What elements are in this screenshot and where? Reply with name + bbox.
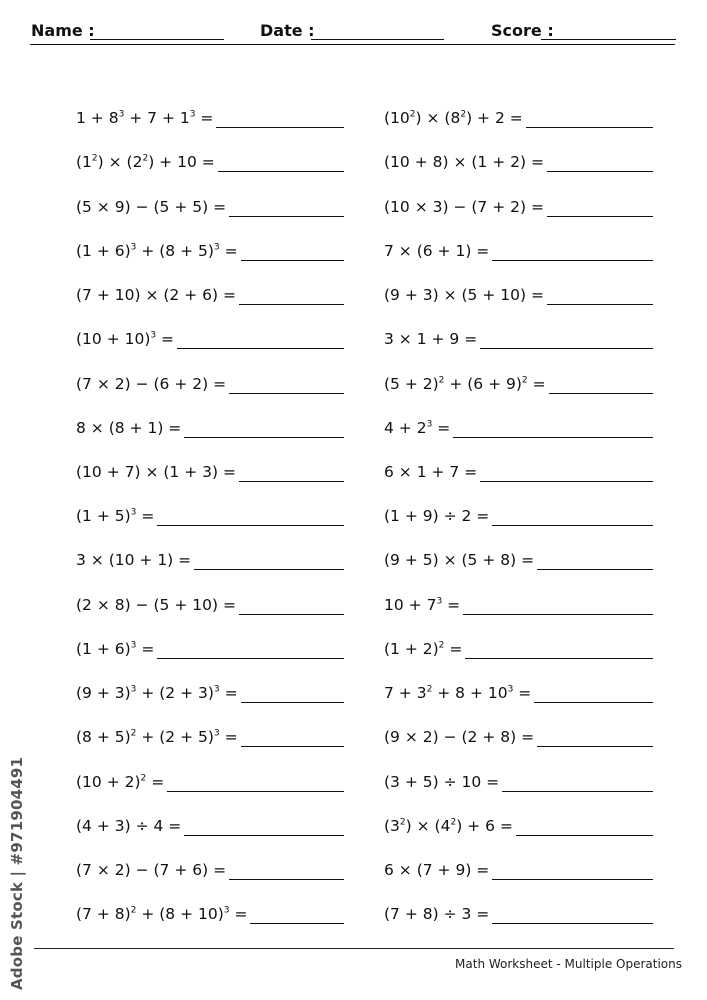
problem-expression: $1 + 8^3 + 7 + 1^3$ = bbox=[76, 109, 214, 128]
answer-line[interactable] bbox=[549, 373, 653, 394]
answer-line[interactable] bbox=[492, 505, 653, 526]
problem-row bbox=[76, 172, 344, 216]
answer-line[interactable] bbox=[241, 240, 344, 261]
problem-row bbox=[76, 703, 344, 747]
footer-divider bbox=[34, 948, 674, 949]
problem-row bbox=[384, 438, 653, 482]
answer-line[interactable] bbox=[167, 771, 344, 792]
answer-line[interactable] bbox=[184, 417, 344, 438]
problem-expression: 6 × 1 + 7 = bbox=[384, 462, 478, 481]
problem-row bbox=[76, 747, 344, 791]
problem-expression: (9 + 3) × (5 + 10) = bbox=[384, 286, 544, 305]
problem-expression: $(9 + 3)^3 + (2 + 3)^3$ = bbox=[76, 684, 238, 703]
answer-line[interactable] bbox=[492, 903, 653, 924]
answer-line[interactable] bbox=[229, 859, 344, 880]
answer-line[interactable] bbox=[177, 328, 344, 349]
problem-expression: (2 × 8) − (5 + 10) = bbox=[76, 595, 236, 614]
answer-line[interactable] bbox=[239, 461, 344, 482]
problem-row bbox=[76, 438, 344, 482]
footer-title: Math Worksheet - Multiple Operations bbox=[455, 957, 682, 971]
problem-row bbox=[384, 615, 653, 659]
problem-expression: 8 × (8 + 1) = bbox=[76, 418, 182, 437]
answer-line[interactable] bbox=[157, 505, 344, 526]
problem-row bbox=[76, 659, 344, 703]
problem-row bbox=[76, 526, 344, 570]
problem-row bbox=[76, 217, 344, 261]
answer-line[interactable] bbox=[218, 151, 344, 172]
answer-line[interactable] bbox=[157, 638, 344, 659]
score-field[interactable] bbox=[541, 39, 676, 40]
name-field[interactable] bbox=[90, 39, 224, 40]
answer-line[interactable] bbox=[534, 682, 653, 703]
problem-expression: 3 × 1 + 9 = bbox=[384, 330, 478, 349]
problem-row bbox=[384, 394, 653, 438]
answer-line[interactable] bbox=[516, 815, 653, 836]
answer-line[interactable] bbox=[239, 284, 344, 305]
problem-row bbox=[384, 792, 653, 836]
problem-expression: (1 + 9) ÷ 2 = bbox=[384, 507, 490, 526]
problem-row bbox=[384, 526, 653, 570]
problem-row bbox=[76, 349, 344, 393]
answer-line[interactable] bbox=[229, 196, 344, 217]
header-divider bbox=[30, 44, 675, 45]
problem-expression: (9 × 2) − (2 + 8) = bbox=[384, 728, 535, 747]
problem-expression: $(5 + 2)^2 + (6 + 9)^2$ = bbox=[384, 374, 546, 393]
problem-row bbox=[384, 570, 653, 614]
problem-expression: $(7 + 8)^2 + (8 + 10)^3$ = bbox=[76, 905, 248, 924]
answer-line[interactable] bbox=[480, 328, 653, 349]
answer-line[interactable] bbox=[537, 726, 653, 747]
stock-watermark bbox=[6, 756, 28, 990]
problem-expression: (9 + 5) × (5 + 8) = bbox=[384, 551, 535, 570]
score-label: Score : bbox=[491, 21, 554, 40]
answer-line[interactable] bbox=[241, 682, 344, 703]
answer-line[interactable] bbox=[480, 461, 653, 482]
problem-expression: $(1 + 6)^3 + (8 + 5)^3$ = bbox=[76, 241, 238, 260]
answer-line[interactable] bbox=[492, 859, 653, 880]
answer-line[interactable] bbox=[502, 771, 653, 792]
problem-expression: (4 + 3) ÷ 4 = bbox=[76, 816, 182, 835]
problem-expression: $4 + 2^3$ = bbox=[384, 418, 451, 437]
problem-expression: $(1^2) \times (2^2) + 10$ = bbox=[76, 153, 215, 172]
answer-line[interactable] bbox=[492, 240, 653, 261]
date-field[interactable] bbox=[311, 39, 444, 40]
problem-row bbox=[384, 172, 653, 216]
problem-row bbox=[76, 836, 344, 880]
date-label: Date : bbox=[260, 21, 315, 40]
answer-line[interactable] bbox=[547, 196, 653, 217]
problem-row bbox=[384, 261, 653, 305]
problem-expression: (3 + 5) ÷ 10 = bbox=[384, 772, 500, 791]
problem-expression: $(3^2) \times (4^2) + 6$ = bbox=[384, 816, 513, 835]
problem-expression: (7 × 2) − (6 + 2) = bbox=[76, 374, 227, 393]
problem-expression: (5 × 9) − (5 + 5) = bbox=[76, 197, 227, 216]
problem-expression: $(1 + 6)^3$ = bbox=[76, 639, 155, 658]
problem-expression: (7 × 2) − (7 + 6) = bbox=[76, 860, 227, 879]
problem-row bbox=[384, 836, 653, 880]
left-problem-column bbox=[76, 84, 344, 924]
problem-expression: $(10 + 10)^3$ = bbox=[76, 330, 175, 349]
problem-row bbox=[76, 792, 344, 836]
answer-line[interactable] bbox=[229, 373, 344, 394]
watermark-text: Adobe Stock | #971904491 bbox=[8, 756, 26, 990]
problem-row bbox=[76, 305, 344, 349]
problem-expression: (10 + 7) × (1 + 3) = bbox=[76, 462, 236, 481]
worksheet-header bbox=[0, 0, 707, 48]
problem-row bbox=[384, 305, 653, 349]
problem-expression: (7 + 10) × (2 + 6) = bbox=[76, 286, 236, 305]
problem-row bbox=[384, 217, 653, 261]
problem-row bbox=[384, 84, 653, 128]
problem-row bbox=[384, 349, 653, 393]
answer-line[interactable] bbox=[547, 284, 653, 305]
problem-row bbox=[76, 482, 344, 526]
problem-expression: $(1 + 2)^2$ = bbox=[384, 639, 463, 658]
problem-expression: $(8 + 5)^2 + (2 + 5)^3$ = bbox=[76, 728, 238, 747]
answer-line[interactable] bbox=[194, 549, 344, 570]
answer-line[interactable] bbox=[184, 815, 344, 836]
name-label: Name : bbox=[31, 21, 95, 40]
answer-line[interactable] bbox=[239, 594, 344, 615]
problem-expression: $(1 + 5)^3$ = bbox=[76, 507, 155, 526]
problem-expression: $10 + 7^3$ = bbox=[384, 595, 461, 614]
problem-row bbox=[384, 880, 653, 924]
problem-row bbox=[384, 747, 653, 791]
problem-row bbox=[76, 84, 344, 128]
problem-expression: (7 + 8) ÷ 3 = bbox=[384, 905, 490, 924]
problem-expression: $7 + 3^2 + 8 + 10^3$ = bbox=[384, 684, 532, 703]
problem-row bbox=[384, 128, 653, 172]
answer-line[interactable] bbox=[216, 107, 344, 128]
problem-expression: 3 × (10 + 1) = bbox=[76, 551, 192, 570]
answer-line[interactable] bbox=[547, 151, 653, 172]
problem-row bbox=[384, 703, 653, 747]
problem-row bbox=[76, 128, 344, 172]
problem-expression: 7 × (6 + 1) = bbox=[384, 241, 490, 260]
answer-line[interactable] bbox=[453, 417, 653, 438]
problem-row bbox=[76, 570, 344, 614]
problem-expression: $(10^2) \times (8^2) + 2$ = bbox=[384, 109, 523, 128]
problem-row bbox=[76, 394, 344, 438]
problem-row bbox=[384, 659, 653, 703]
answer-line[interactable] bbox=[465, 638, 653, 659]
problem-row bbox=[76, 615, 344, 659]
problem-row bbox=[384, 482, 653, 526]
answer-line[interactable] bbox=[250, 903, 344, 924]
answer-line[interactable] bbox=[241, 726, 344, 747]
problem-expression: (10 + 8) × (1 + 2) = bbox=[384, 153, 544, 172]
answer-line[interactable] bbox=[537, 549, 653, 570]
right-problem-column bbox=[384, 84, 653, 924]
answer-line[interactable] bbox=[526, 107, 653, 128]
problem-row bbox=[76, 880, 344, 924]
problem-row bbox=[76, 261, 344, 305]
problem-expression: $(10 + 2)^2$ = bbox=[76, 772, 165, 791]
problem-expression: (10 × 3) − (7 + 2) = bbox=[384, 197, 544, 216]
problem-expression: 6 × (7 + 9) = bbox=[384, 860, 490, 879]
answer-line[interactable] bbox=[463, 594, 653, 615]
